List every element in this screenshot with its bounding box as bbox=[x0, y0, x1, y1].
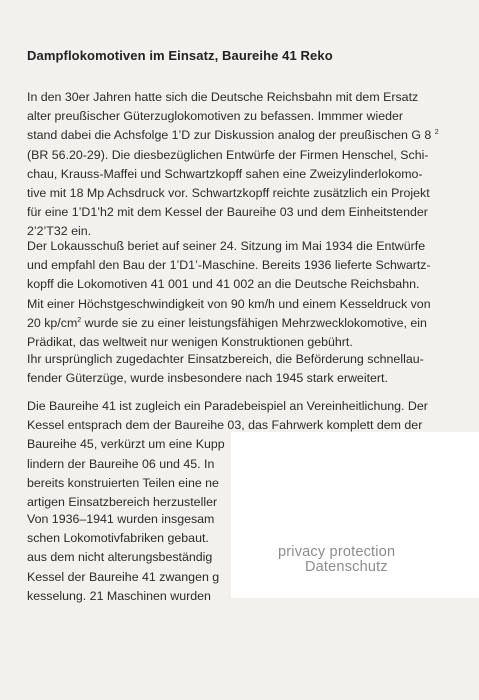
text-line: Der Lokausschuß beriet auf seiner 24. Sitzung im Mai 1934 die Entwürfe bbox=[27, 239, 426, 253]
text-line: tive mit 18 Mp Achsdruck vor. Schwartzkopff reichte zusätzlich ein Projekt bbox=[27, 186, 430, 201]
text-line bbox=[27, 126, 453, 145]
superscript: 2 bbox=[77, 316, 82, 324]
text-line: für eine 1’D1’h2 mit dem Kessel der Baureihe 03 und dem Einheitstender bbox=[27, 205, 428, 220]
privacy-watermark bbox=[278, 545, 395, 575]
text-line: aus dem nicht alterungsbeständig bbox=[27, 550, 213, 565]
paragraph-3 bbox=[27, 350, 453, 388]
text-line: artigen Einsatzbereich herzusteller bbox=[27, 495, 218, 510]
watermark-line: Datenschutz bbox=[305, 559, 388, 575]
text-line: Kessel der Baureihe 41 zwangen g bbox=[27, 569, 220, 584]
text-line: Baureihe 45, verkürzt um eine Kupp bbox=[27, 437, 225, 452]
text-segment: wurde sie zu einer leistungsfähigen Mehrzwecklokomotive, ein bbox=[81, 315, 427, 330]
text-line: alter preußischer Güterzuglokomotiven zu befassen. Immmer wieder bbox=[27, 109, 404, 124]
text-line: fender Güterzüge, wurde insbesondere nach 1945 stark erweitert. bbox=[27, 371, 388, 386]
superscript: 2 bbox=[434, 129, 439, 137]
text-line: Mit einer Höchstgeschwindigkeit von 90 km/h und einem Kesseldruck von bbox=[27, 296, 431, 311]
text-line: und empfahl den Bau der 1’D1’-Maschine. Bereits 1936 lieferte Schwartz- bbox=[27, 258, 431, 273]
text-line: kesselung. 21 Maschinen wurden bbox=[27, 588, 211, 603]
text-line: Von 1936–1941 wurden insgesam bbox=[27, 512, 215, 526]
text-line: bereits konstruierten Teilen eine ne bbox=[27, 475, 219, 490]
text-line: kopff die Lokomotiven 41 001 und 41 002 an die Deutsche Reichsbahn. bbox=[27, 277, 420, 292]
paragraph-2 bbox=[27, 237, 453, 352]
document-title: Dampflokomotiven im Einsatz, Baureihe 41 Reko bbox=[27, 48, 333, 63]
text-line: (BR 56.20-29). Die diesbezüglichen Entwürfe der Firmen Henschel, Schi- bbox=[27, 147, 429, 162]
text-line: In den 30er Jahren hatte sich die Deutsche Reichsbahn mit dem Ersatz bbox=[27, 90, 419, 104]
text-line: Die Baureihe 41 ist zugleich ein Paradebeispiel an Vereinheitlichung. Der bbox=[27, 399, 428, 413]
text-line: chau, Krauss-Maffei und Schwartzkopff sahen eine Zweizylinderlokomo- bbox=[27, 166, 423, 181]
text-line: schen Lokomotivfabriken gebaut. bbox=[27, 531, 209, 546]
text-segment: stand dabei die Achsfolge 1’D zur Diskussion analog der preußischen G 8 bbox=[27, 128, 432, 143]
text-line: lindern der Baureihe 06 und 45. In bbox=[27, 456, 215, 471]
text-line bbox=[27, 314, 453, 333]
text-line: 2’2’T32 ein. bbox=[27, 224, 92, 239]
watermark-line: privacy protection bbox=[278, 544, 396, 560]
text-line: Kessel entsprach dem der Baureihe 03, das Fahrwerk komplett dem der bbox=[27, 418, 423, 433]
text-line: Ihr ursprünglich zugedachter Einsatzbereich, die Beförderung schnellau- bbox=[27, 352, 424, 366]
paragraph-1 bbox=[27, 88, 453, 242]
text-segment: 20 kp/cm bbox=[27, 315, 78, 330]
text-line: Prädikat, das weltweit nur wenigen Konstruktionen gebührt. bbox=[27, 335, 353, 350]
